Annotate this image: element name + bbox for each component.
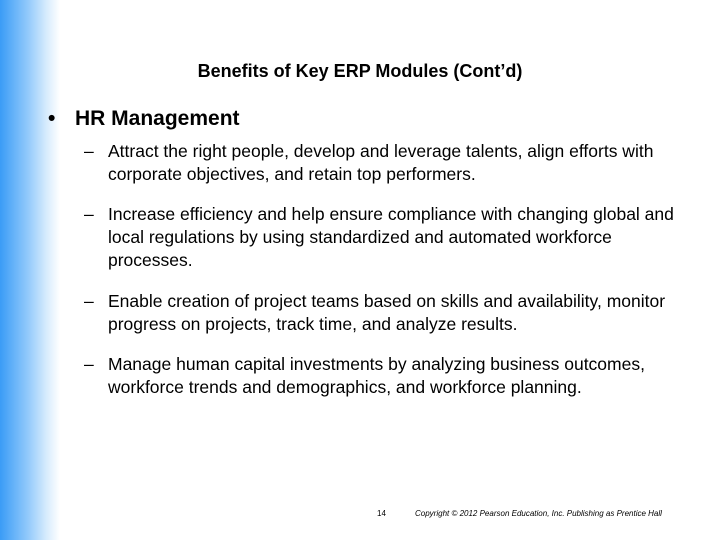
bullet-label: HR Management bbox=[75, 107, 240, 130]
dash-marker: – bbox=[84, 141, 94, 161]
subpoint-human-capital bbox=[84, 353, 684, 399]
subpoint-project-teams bbox=[84, 290, 684, 336]
dash-marker: – bbox=[84, 204, 94, 224]
bullet-hr-management bbox=[48, 105, 240, 133]
bullet-marker: • bbox=[48, 107, 56, 130]
page-number: 14 bbox=[377, 509, 386, 518]
dash-marker: – bbox=[84, 354, 94, 374]
subpoint-compliance bbox=[84, 203, 684, 272]
subpoint-text: Attract the right people, develop and leverage talents, align efforts with corporate objectives, and retain top performers. bbox=[108, 141, 654, 184]
copyright-notice: Copyright © 2012 Pearson Education, Inc. Publishing as Prentice Hall bbox=[415, 509, 662, 518]
subpoint-text: Enable creation of project teams based on skills and availability, monitor progress on projects, track time, and analyze results. bbox=[108, 291, 666, 334]
subpoint-attract-talent bbox=[84, 140, 684, 186]
dash-marker: – bbox=[84, 291, 94, 311]
subpoint-text: Manage human capital investments by analyzing business outcomes, workforce trends and demographics, and workforce planning. bbox=[108, 354, 645, 397]
subpoint-text: Increase efficiency and help ensure compliance with changing global and local regulations by using standardized and automated workforce processes. bbox=[108, 204, 674, 270]
slide-title: Benefits of Key ERP Modules (Cont’d) bbox=[197, 61, 523, 81]
